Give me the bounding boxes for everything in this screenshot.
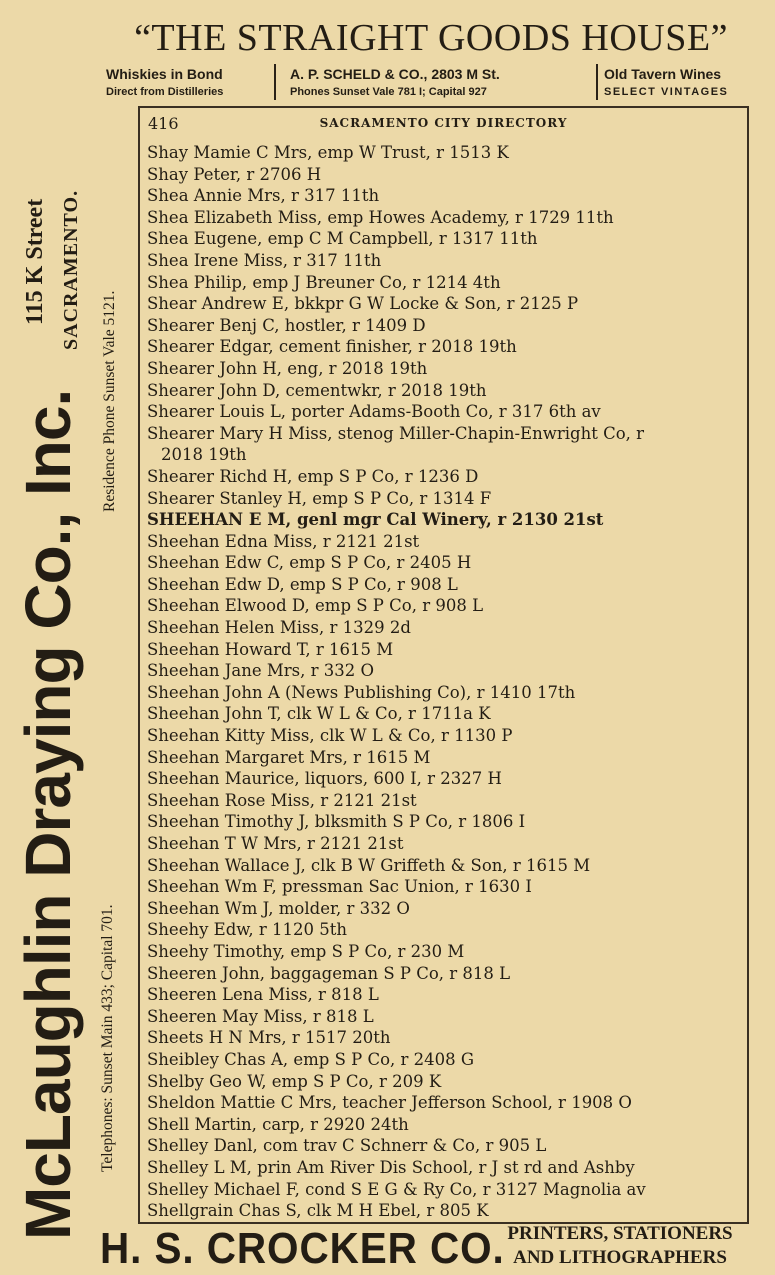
directory-entry: Shearer Edgar, cement finisher, r 2018 19th [147, 337, 517, 357]
whiskies-ad [106, 64, 261, 100]
directory-entry: Sheehan Margaret Mrs, r 1615 M [147, 747, 431, 767]
top-advertisement [100, 14, 762, 102]
directory-entry: Shearer Richd H, emp S P Co, r 1236 D [147, 466, 479, 486]
directory-entry: Shearer Benj C, hostler, r 1409 D [147, 315, 426, 335]
directory-entry: Shelley Michael F, cond S E G & Ry Co, r 3127 Magnolia av [147, 1179, 646, 1199]
directory-entry: Sheeren John, baggageman S P Co, r 818 L [147, 963, 511, 983]
directory-entry: Shearer John D, cementwkr, r 2018 19th [147, 380, 487, 400]
directory-entry: Shea Eugene, emp C M Campbell, r 1317 11th [147, 229, 538, 249]
directory-entry: Sheehan Wm J, molder, r 332 O [147, 898, 410, 918]
directory-entry: Sheldon Mattie C Mrs, teacher Jefferson School, r 1908 O [147, 1093, 632, 1113]
directory-entry: Sheehan Jane Mrs, r 332 O [147, 661, 375, 681]
bottom-advertisement [100, 1222, 760, 1275]
directory-entry: Sheehan Howard T, r 1615 M [147, 639, 394, 659]
directory-entry: Shearer Mary H Miss, stenog Miller-Chapin-Enwright Co, r [147, 423, 645, 443]
directory-entry: Sheehan Elwood D, emp S P Co, r 908 L [147, 596, 484, 616]
directory-entry: Shelley L M, prin Am River Dis School, r J st rd and Ashby [147, 1157, 635, 1177]
directory-entry: Shellgrain Chas S, clk M H Ebel, r 805 K [147, 1201, 489, 1221]
side-telephones: Telephones: Sunset Main 433; Capital 701. [99, 904, 116, 1172]
directory-entry: Sheibley Chas A, emp S P Co, r 2408 G [147, 1049, 475, 1069]
wines-ad-line2: SELECT VINTAGES [604, 86, 729, 98]
directory-entry: Sheeren May Miss, r 818 L [147, 1006, 374, 1026]
whiskies-ad-line2: Direct from Distilleries [106, 86, 224, 98]
side-company-name: McLaughlin Draying Co., Inc. [12, 389, 84, 1240]
directory-entry: Shea Annie Mrs, r 317 11th [147, 186, 380, 206]
running-head [146, 114, 741, 134]
crocker-services [480, 1222, 760, 1270]
scheld-ad-line2: Phones Sunset Vale 781 I; Capital 927 [290, 86, 487, 98]
directory-entry: Sheehan Kitty Miss, clk W L & Co, r 1130 P [147, 726, 513, 746]
crocker-services-line1: PRINTERS, STATIONERS [507, 1223, 733, 1244]
directory-page [138, 106, 749, 1224]
directory-entry: Sheehan Helen Miss, r 1329 2d [147, 618, 411, 638]
slogan-heading: “THE STRAIGHT GOODS HOUSE” [134, 17, 728, 59]
scheld-ad [274, 64, 620, 100]
directory-entry: Shea Irene Miss, r 317 11th [147, 250, 382, 270]
directory-entry: Sheehan Wallace J, clk B W Griffeth & Son, r 1615 M [147, 855, 591, 875]
directory-entry: Shay Peter, r 2706 H [147, 164, 322, 184]
directory-entry: Sheehan Timothy J, blksmith S P Co, r 1806 I [147, 812, 526, 832]
directory-entry: Sheehan Maurice, liquors, 600 I, r 2327 H [147, 769, 502, 789]
directory-entry: Shell Martin, carp, r 2920 24th [147, 1114, 409, 1134]
side-address: 115 K Street [22, 198, 48, 325]
directory-entry: Sheehan Edw C, emp S P Co, r 2405 H [147, 553, 472, 573]
crocker-services-line2: AND LITHOGRAPHERS [513, 1247, 727, 1268]
directory-entry: Sheehan Edna Miss, r 2121 21st [147, 531, 420, 551]
directory-entry: SHEEHAN E M, genl mgr Cal Winery, r 2130 21st [147, 510, 604, 530]
side-city: SACRAMENTO. [60, 189, 82, 350]
wines-ad [596, 64, 775, 100]
directory-entry: Shelley Danl, com trav C Schnerr & Co, r 905 L [147, 1136, 547, 1156]
directory-entry: Sheehy Timothy, emp S P Co, r 230 M [147, 941, 465, 961]
directory-entry: Shear Andrew E, bkkpr G W Locke & Son, r 2125 P [147, 294, 579, 314]
directory-entry: Sheehan Rose Miss, r 2121 21st [147, 790, 417, 810]
side-residence-phone: Residence Phone Sunset Vale 5121. [101, 290, 118, 512]
directory-entry: Shea Philip, emp J Breuner Co, r 1214 4th [147, 272, 501, 292]
scheld-ad-line1: A. P. SCHELD & CO., 2803 M St. [290, 66, 500, 82]
directory-title: SACRAMENTO CITY DIRECTORY [319, 116, 568, 130]
directory-entry: Sheets H N Mrs, r 1517 20th [147, 1028, 391, 1048]
directory-entry: Shearer Stanley H, emp S P Co, r 1314 F [147, 488, 492, 508]
wines-ad-line1: Old Tavern Wines [604, 66, 722, 82]
ad-row [106, 64, 762, 104]
directory-entry: Shearer Louis L, porter Adams-Booth Co, r 317 6th av [147, 402, 601, 422]
directory-entry: Sheehan T W Mrs, r 2121 21st [147, 834, 404, 853]
directory-entry: Sheehan Wm F, pressman Sac Union, r 1630 I [147, 877, 532, 897]
directory-entry-continuation: 2018 19th [161, 445, 247, 465]
directory-entry: Shea Elizabeth Miss, emp Howes Academy, r 1729 11th [147, 207, 614, 227]
whiskies-ad-line1: Whiskies in Bond [106, 66, 223, 82]
directory-entry: Sheehan John T, clk W L & Co, r 1711a K [147, 704, 491, 724]
directory-entry: Shearer John H, eng, r 2018 19th [147, 358, 428, 378]
directory-entry: Shay Mamie C Mrs, emp W Trust, r 1513 K [147, 143, 509, 162]
directory-entry: Shelby Geo W, emp S P Co, r 209 K [147, 1071, 442, 1091]
page-number: 416 [148, 114, 179, 133]
crocker-company-name: H. S. CROCKER CO. [100, 1224, 505, 1273]
directory-entries [147, 142, 745, 1222]
directory-entry: Sheehy Edw, r 1120 5th [147, 920, 348, 940]
directory-entry: Sheehan Edw D, emp S P Co, r 908 L [147, 574, 458, 594]
directory-entry: Sheehan John A (News Publishing Co), r 1410 17th [147, 682, 576, 702]
directory-entry: Sheeren Lena Miss, r 818 L [147, 985, 379, 1005]
